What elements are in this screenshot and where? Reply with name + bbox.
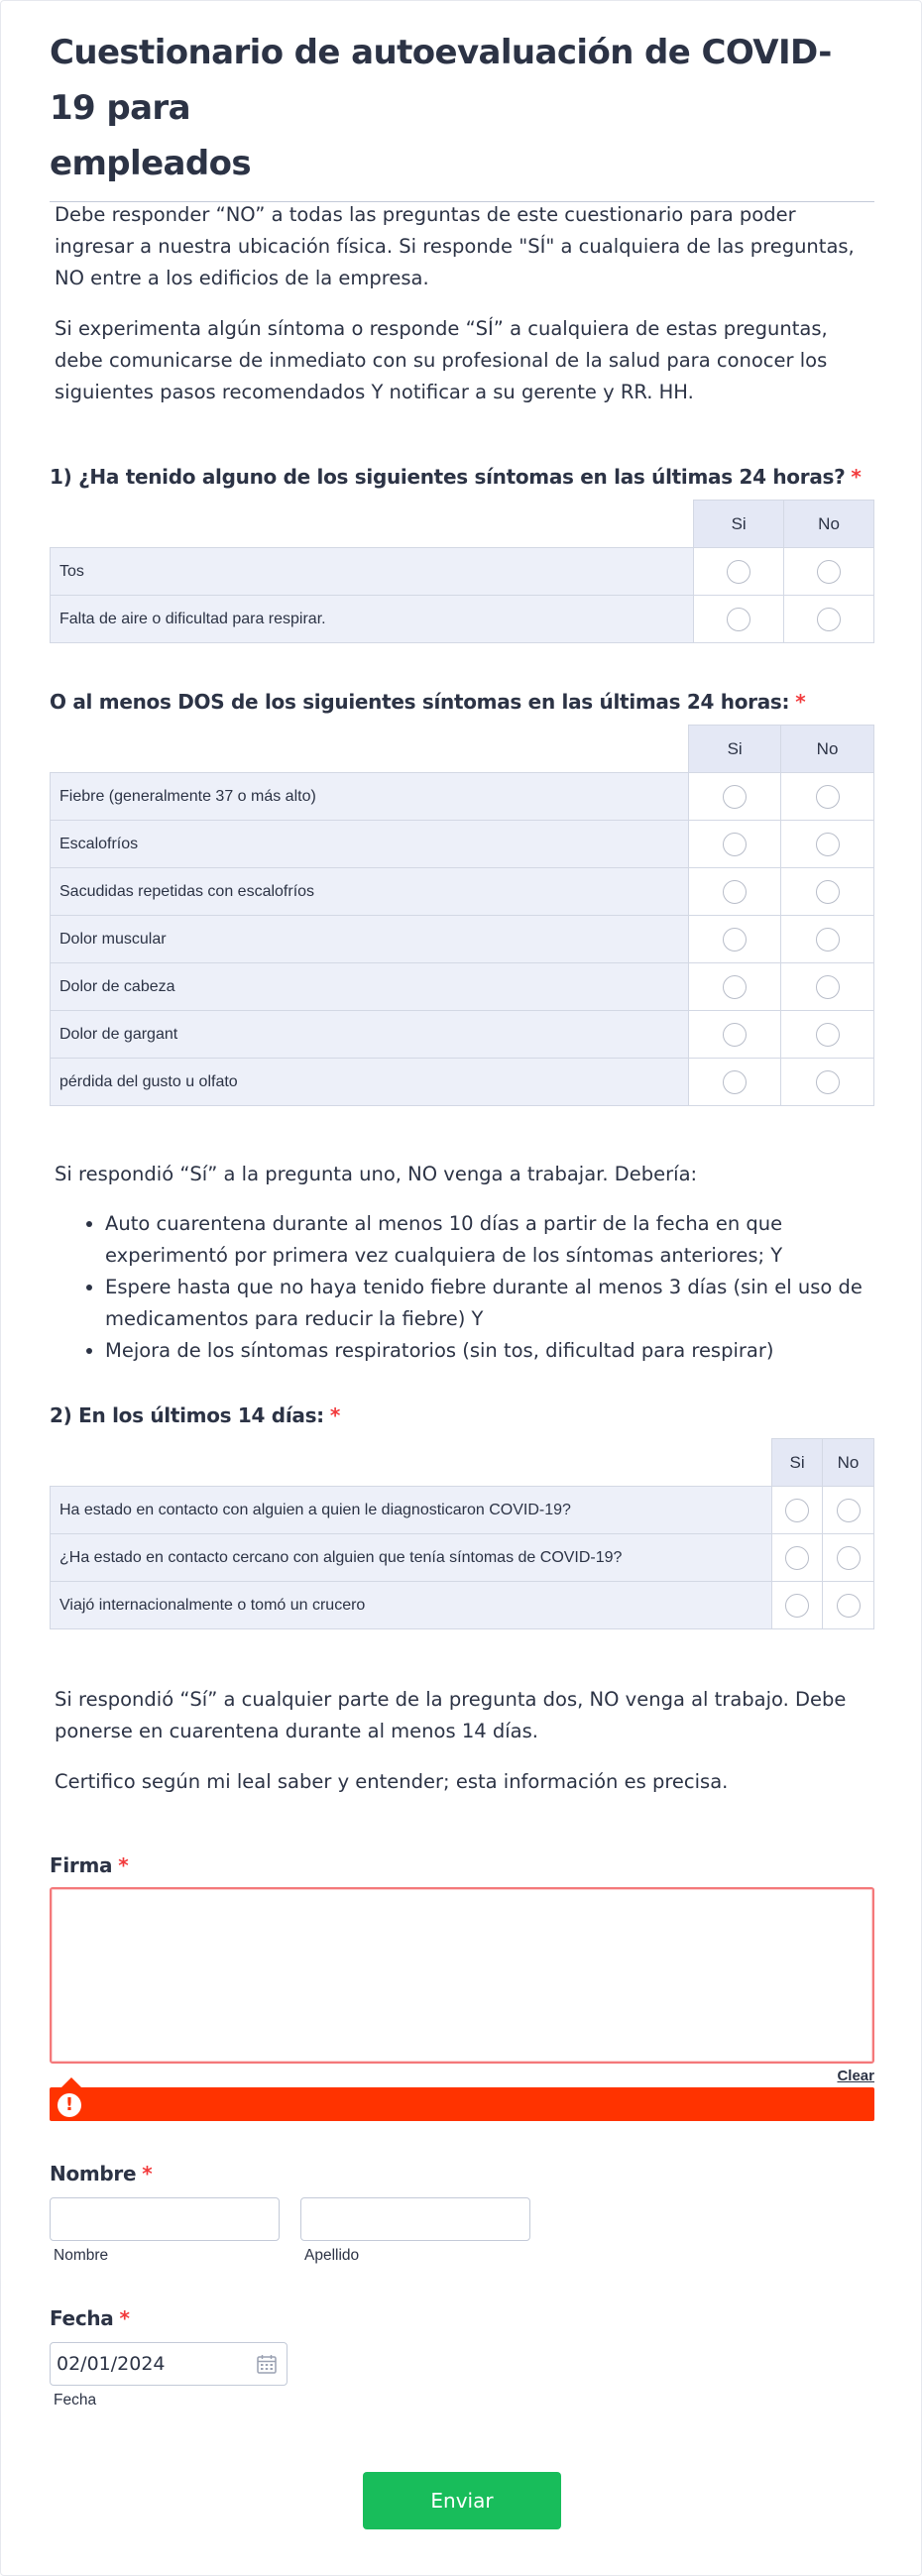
radio-cell-si[interactable] [694, 596, 784, 643]
signature-clear-link[interactable]: Clear [837, 2068, 874, 2084]
signature-pad[interactable] [50, 1887, 874, 2064]
radio-cell-no[interactable] [823, 1487, 874, 1534]
signature-label [50, 1851, 874, 1879]
matrix-row-label: Falta de aire o dificultad para respirar. [51, 596, 694, 643]
instructions-1-intro: Si respondió “Sí” a la pregunta uno, NO venga a trabajar. Debería: [55, 1163, 698, 1185]
radio-button[interactable] [816, 785, 840, 809]
radio-cell-no[interactable] [781, 1059, 874, 1106]
matrix-row [51, 548, 874, 596]
column-si: Si [694, 501, 784, 548]
radio-button[interactable] [816, 880, 840, 904]
date-label [50, 2304, 874, 2332]
radio-button[interactable] [816, 975, 840, 999]
last-name-group [300, 2197, 530, 2265]
form-title-line1: Cuestionario de autoevaluación de COVID-19 para [50, 33, 832, 128]
signature-label-text: Firma [50, 1853, 113, 1877]
radio-button[interactable] [816, 928, 840, 952]
radio-button[interactable] [727, 560, 750, 584]
matrix-row-label: Sacudidas repetidas con escalofríos [51, 868, 689, 916]
signature-error-bar [50, 2087, 874, 2121]
intro-paragraph-2: Si experimenta algún síntoma o responde “SÍ” a cualquiera de estas preguntas, debe comunicarse de inmediato con su profesional de la salud para conocer los siguientes pasos recomendados Y notificar a su gerente y RR. HH. [55, 317, 828, 403]
radio-button[interactable] [727, 608, 750, 631]
matrix-row [51, 1487, 874, 1534]
radio-button[interactable] [785, 1499, 809, 1522]
list-item: • Espere hasta que no haya tenido fiebre durante al menos 3 días (sin el uso de medicamentos para reducir la fiebre) Y [105, 1272, 874, 1335]
question-1b-matrix [50, 725, 874, 1106]
radio-button[interactable] [785, 1546, 809, 1570]
radio-cell-no[interactable] [781, 1011, 874, 1059]
date-value: 02/01/2024 [57, 2353, 166, 2375]
matrix-header-blank [51, 726, 689, 773]
question-1b-text: O al menos DOS de los siguientes síntomas en las últimas 24 horas: [50, 690, 790, 714]
required-mark: * [329, 1403, 341, 1427]
matrix-row-label: pérdida del gusto u olfato [51, 1059, 689, 1106]
instructions-1-list [50, 1208, 874, 1367]
calendar-icon[interactable] [257, 2354, 277, 2374]
radio-cell-no[interactable] [781, 916, 874, 963]
intro-section [50, 199, 874, 408]
list-item: • Auto cuarentena durante al menos 10 días a partir de la fecha en que experimentó por primera vez cualquiera de los síntomas anteriores; Y [105, 1208, 874, 1272]
intro-paragraph-1: Debe responder “NO” a todas las preguntas de este cuestionario para poder ingresar a nuestra ubicación física. Si responde "SÍ" a cualquiera de las preguntas, NO entre a los edificios de la empresa. [55, 203, 855, 289]
matrix-row [51, 1011, 874, 1059]
matrix-row-label: Escalofríos [51, 821, 689, 868]
radio-cell-no[interactable] [781, 868, 874, 916]
radio-button[interactable] [785, 1594, 809, 1618]
name-label-text: Nombre [50, 2162, 137, 2185]
required-mark: * [142, 2162, 153, 2185]
first-name-sublabel: Nombre [54, 2247, 109, 2264]
required-mark: * [118, 1853, 129, 1877]
matrix-header-row [51, 501, 874, 548]
radio-button[interactable] [816, 1070, 840, 1094]
question-1-matrix [50, 500, 874, 643]
radio-cell-no[interactable] [784, 548, 874, 596]
radio-button[interactable] [723, 928, 747, 952]
matrix-row [51, 1059, 874, 1106]
radio-cell-si[interactable] [689, 1011, 781, 1059]
question-2 [50, 1401, 874, 1629]
radio-button[interactable] [817, 560, 841, 584]
form-title [50, 25, 874, 191]
matrix-header-row [51, 726, 874, 773]
matrix-row [51, 821, 874, 868]
matrix-header-blank [51, 1439, 772, 1487]
matrix-row-label: Dolor de cabeza [51, 963, 689, 1011]
matrix-row [51, 773, 874, 821]
radio-button[interactable] [816, 1023, 840, 1047]
last-name-input[interactable] [300, 2197, 530, 2241]
radio-cell-si[interactable] [694, 548, 784, 596]
radio-button[interactable] [817, 608, 841, 631]
matrix-row-label: Dolor muscular [51, 916, 689, 963]
radio-cell-si[interactable] [772, 1534, 823, 1582]
matrix-row-label: Tos [51, 548, 694, 596]
radio-cell-si[interactable] [689, 1059, 781, 1106]
matrix-row [51, 963, 874, 1011]
name-field [50, 2160, 874, 2265]
radio-cell-no[interactable] [823, 1534, 874, 1582]
matrix-row-label: Ha estado en contacto con alguien a quien le diagnosticaron COVID-19? [51, 1487, 772, 1534]
radio-button[interactable] [837, 1499, 861, 1522]
name-label [50, 2160, 874, 2187]
radio-button[interactable] [837, 1594, 861, 1618]
instructions-2-paragraph-1: Si respondió “Sí” a cualquier parte de la pregunta dos, NO venga al trabajo. Debe ponerse en cuarentena durante al menos 14 días. [55, 1688, 847, 1742]
date-input[interactable] [50, 2342, 288, 2386]
question-1-label [50, 463, 874, 491]
radio-button[interactable] [816, 833, 840, 856]
required-mark: * [119, 2306, 130, 2330]
radio-cell-si[interactable] [689, 916, 781, 963]
first-name-group [50, 2197, 280, 2265]
matrix-header-row [51, 1439, 874, 1487]
question-1b-label [50, 688, 874, 716]
radio-cell-si[interactable] [772, 1582, 823, 1629]
column-si: Si [772, 1439, 823, 1487]
radio-button[interactable] [723, 785, 747, 809]
matrix-header-blank [51, 501, 694, 548]
column-no: No [784, 501, 874, 548]
question-1b [50, 688, 874, 1106]
error-icon: ! [58, 2093, 81, 2117]
radio-cell-no[interactable] [781, 963, 874, 1011]
instructions-2 [50, 1684, 874, 1798]
matrix-row [51, 1582, 874, 1629]
first-name-input[interactable] [50, 2197, 280, 2241]
radio-cell-no[interactable] [823, 1582, 874, 1629]
instructions-2-paragraph-2: Certifico según mi leal saber y entender; esta información es precisa. [55, 1770, 729, 1793]
radio-cell-si[interactable] [689, 821, 781, 868]
radio-cell-no[interactable] [781, 821, 874, 868]
column-si: Si [689, 726, 781, 773]
matrix-row [51, 916, 874, 963]
date-label-text: Fecha [50, 2306, 114, 2330]
required-mark: * [851, 465, 862, 489]
radio-button[interactable] [723, 880, 747, 904]
matrix-row-label: Viajó internacionalmente o tomó un crucero [51, 1582, 772, 1629]
last-name-sublabel: Apellido [304, 2247, 360, 2264]
submit-button[interactable]: Enviar [363, 2472, 561, 2529]
date-field [50, 2304, 874, 2409]
name-inputs [50, 2197, 874, 2265]
signature-field [50, 1851, 874, 2121]
question-2-label [50, 1401, 874, 1429]
radio-button[interactable] [837, 1546, 861, 1570]
matrix-row [51, 868, 874, 916]
question-2-matrix [50, 1438, 874, 1629]
form-header [50, 25, 874, 202]
radio-button[interactable] [723, 1070, 747, 1094]
radio-button[interactable] [723, 975, 747, 999]
column-no: No [823, 1439, 874, 1487]
radio-button[interactable] [723, 833, 747, 856]
instructions-1 [50, 1159, 874, 1367]
matrix-row-label: ¿Ha estado en contacto cercano con alguien que tenía síntomas de COVID-19? [51, 1534, 772, 1582]
matrix-row-label: Fiebre (generalmente 37 o más alto) [51, 773, 689, 821]
matrix-row [51, 1534, 874, 1582]
date-sublabel: Fecha [54, 2392, 97, 2408]
radio-cell-si[interactable] [689, 773, 781, 821]
question-1 [50, 463, 874, 643]
form-title-line2: empleados [50, 144, 252, 183]
column-no: No [781, 726, 874, 773]
matrix-row-label: Dolor de gargant [51, 1011, 689, 1059]
radio-cell-no[interactable] [784, 596, 874, 643]
required-mark: * [795, 690, 806, 714]
question-2-text: 2) En los últimos 14 días: [50, 1403, 324, 1427]
list-item: • Mejora de los síntomas respiratorios (sin tos, dificultad para respirar) [105, 1335, 874, 1367]
matrix-row [51, 596, 874, 643]
radio-cell-si[interactable] [689, 963, 781, 1011]
radio-cell-si[interactable] [689, 868, 781, 916]
radio-cell-no[interactable] [781, 773, 874, 821]
radio-button[interactable] [723, 1023, 747, 1047]
question-1-text: 1) ¿Ha tenido alguno de los siguientes síntomas en las últimas 24 horas? [50, 465, 846, 489]
radio-cell-si[interactable] [772, 1487, 823, 1534]
